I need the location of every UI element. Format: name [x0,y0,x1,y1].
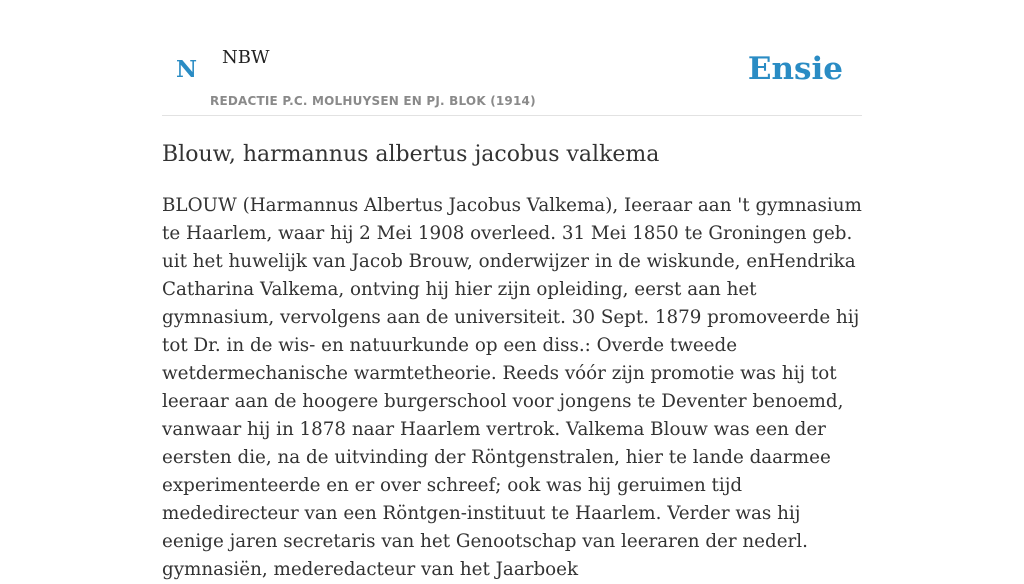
source-subtitle: REDACTIE P.C. MOLHUYSEN EN PJ. BLOK (1914) [210,94,536,108]
article-body: BLOUW (Harmannus Albertus Jacobus Valkema), Ieeraar aan 't gymnasium te Haarlem, waar hij 2 Mei 1908 overleed. 31 Mei 1850 te Groningen geb. uit het huwelijk van Jacob Brouw, onderwijzer in de wiskunde, enHendrika Catharina Valkema, ontving hij hier zijn opleiding, eerst aan het gymnasium, vervolgens aan de universiteit. 30 Sept. 1879 promoveerde hij tot Dr. in de wis- en natuurkunde op een diss.: Overde tweede wetdermechanische warmtetheorie. Reeds vóór zijn promotie was hij tot leeraar aan de hoogere burgerschool voor jongens te Deventer benoemd, vanwaar hij in 1878 naar Haarlem vertrok. Valkema Blouw was een der eersten die, na de uitvinding der Röntgenstralen, hier te lande daarmee experimenteerde en er over schreef; ook was hij geruimen tijd mededirecteur van een Röntgen-instituut te Haarlem. Verder was hij eenige jaren secretaris van het Genootschap van leeraren der nederl. gymnasiën, mederedacteur van het Jaarboek [162,195,862,580]
header [162,0,862,116]
page-title: Blouw, harmannus albertus jacobus valkema [162,142,660,167]
brand-logo-link[interactable]: Ensie [747,51,843,87]
source-logo[interactable]: N [176,56,198,83]
source-name[interactable]: NBW [222,47,270,68]
